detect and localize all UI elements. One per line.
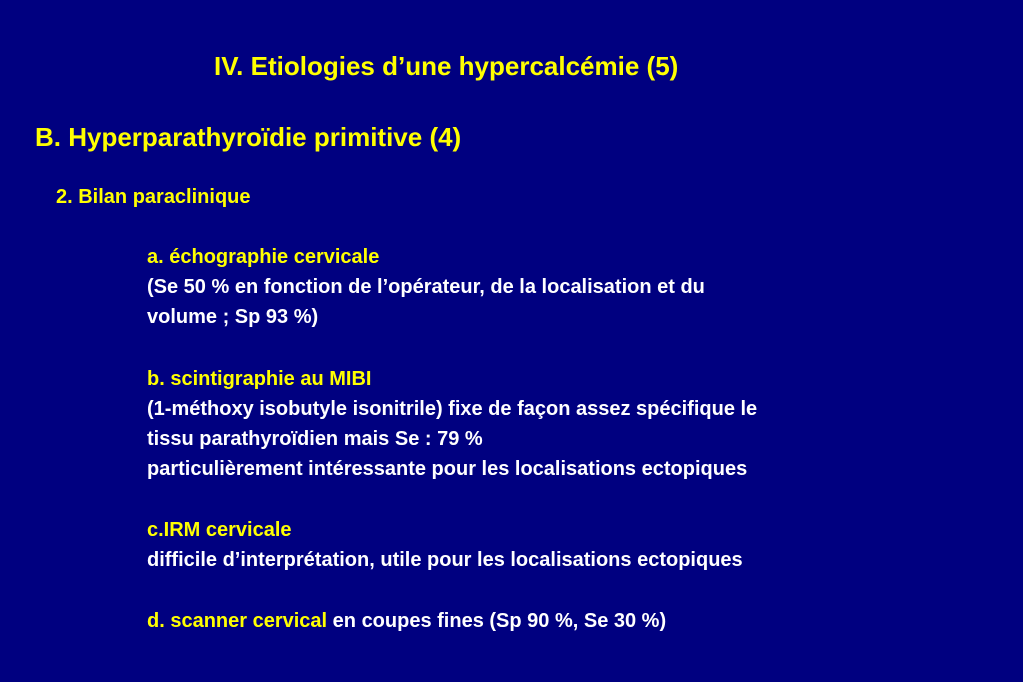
item-echographie [147, 242, 947, 332]
item-text-line: volume ; Sp 93 %) [147, 306, 319, 328]
slide-subtitle: B. Hyperparathyroïdie primitive (4) [35, 122, 462, 152]
item-text-line: (1-méthoxy isobutyle isonitrile) fixe de façon assez spécifique le [147, 398, 758, 420]
section-heading: 2. Bilan paraclinique [56, 186, 251, 208]
item-scanner [147, 606, 947, 636]
item-text-line: difficile d’interprétation, utile pour les localisations ectopiques [147, 549, 743, 571]
slide-title: IV. Etiologies d’une hypercalcémie (5) [214, 51, 679, 81]
item-combined-line [147, 606, 947, 636]
item-heading: a. échographie cervicale [147, 246, 380, 268]
item-heading: c.IRM cervicale [147, 519, 292, 541]
item-text-line: (Se 50 % en fonction de l’opérateur, de la localisation et du [147, 276, 705, 298]
item-inline-text: en coupes fines (Sp 90 %, Se 30 %) [327, 610, 667, 632]
item-text-line: tissu parathyroïdien mais Se : 79 % [147, 428, 483, 450]
item-text-line: particulièrement intéressante pour les localisations ectopiques [147, 458, 748, 480]
item-irm [147, 515, 947, 575]
item-heading: b. scintigraphie au MIBI [147, 368, 372, 390]
item-scintigraphie [147, 364, 947, 484]
item-heading: d. scanner cervical [147, 610, 328, 632]
